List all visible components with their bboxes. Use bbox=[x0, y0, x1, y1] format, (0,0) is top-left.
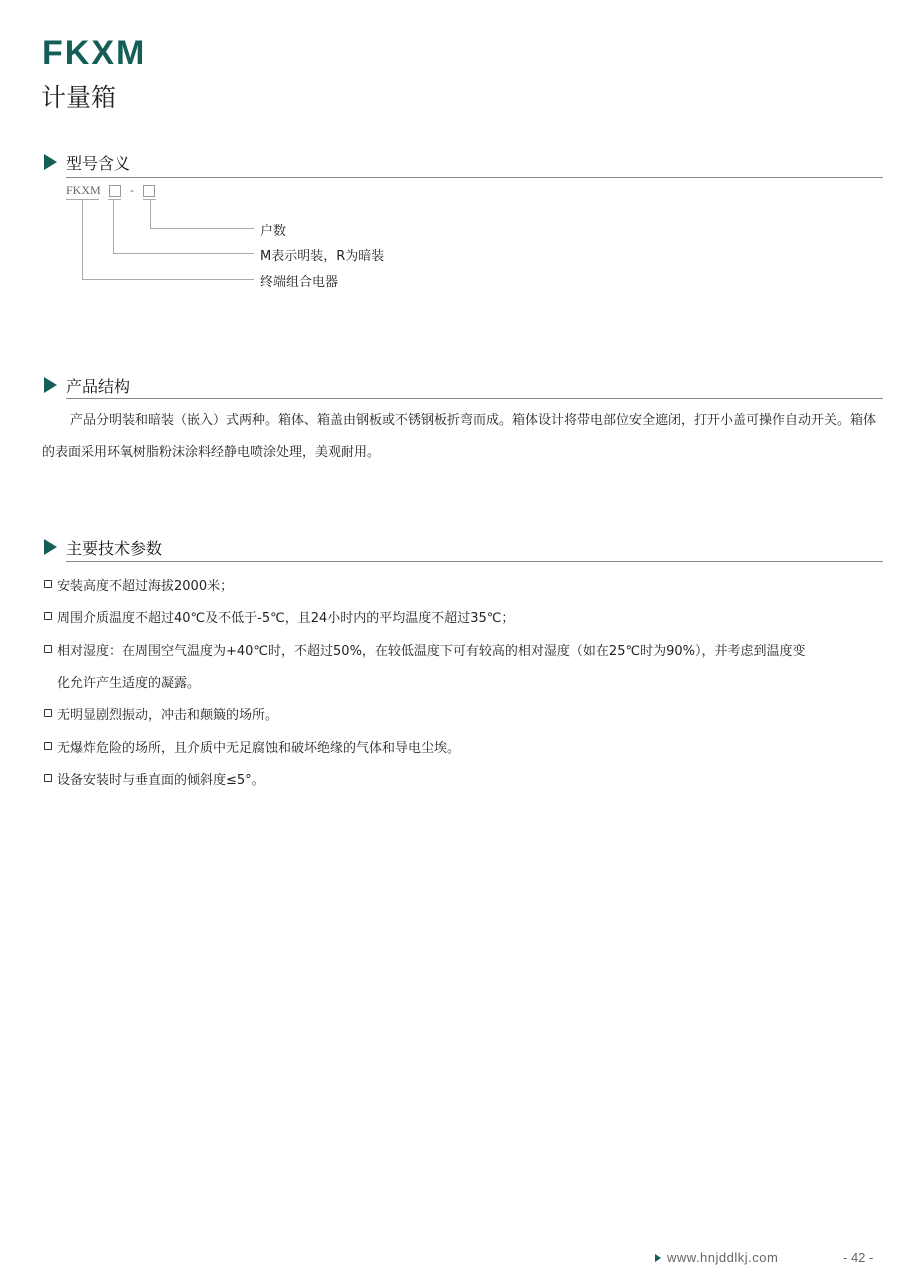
bullet-icon bbox=[44, 774, 52, 782]
param-item-continuation: 化允许产生适度的凝露。 bbox=[57, 676, 201, 691]
param-item bbox=[44, 704, 278, 723]
model-box-install bbox=[109, 185, 121, 197]
bullet-icon bbox=[44, 709, 52, 717]
section-title-model: 型号含义 bbox=[66, 154, 131, 173]
bullet-icon bbox=[44, 612, 52, 620]
leader-line bbox=[82, 279, 254, 280]
section-arrow-icon bbox=[44, 377, 57, 393]
param-item bbox=[44, 607, 514, 626]
param-item bbox=[44, 737, 460, 756]
param-text: 安装高度不超过海拔2000米； bbox=[57, 579, 234, 594]
param-text: 无明显剧烈振动，冲击和颠簸的场所。 bbox=[57, 708, 279, 723]
section-arrow-icon bbox=[44, 539, 57, 555]
param-item bbox=[44, 640, 805, 659]
footer-website: www.hnjddlkj.com bbox=[667, 1250, 779, 1265]
model-box-count bbox=[143, 185, 155, 197]
bullet-icon bbox=[44, 742, 52, 750]
label-households: 户数 bbox=[260, 224, 287, 239]
bullet-icon bbox=[44, 580, 52, 588]
section-arrow-icon bbox=[44, 154, 57, 170]
model-code: FKXM bbox=[66, 183, 101, 197]
product-name-title: 计量箱 bbox=[41, 83, 117, 112]
label-terminal: 终端组合电器 bbox=[260, 275, 339, 290]
param-text: 周围介质温度不超过40℃及不低于-5℃，且24小时内的平均温度不超过35℃； bbox=[57, 611, 515, 626]
footer-arrow-icon bbox=[655, 1254, 661, 1262]
param-text: 无爆炸危险的场所，且介质中无足腐蚀和破坏绝缘的气体和导电尘埃。 bbox=[57, 741, 461, 756]
param-item bbox=[44, 575, 233, 594]
structure-paragraph: 产品分明装和暗装（嵌入）式两种。箱体、箱盖由钢板或不锈钢板折弯而成。箱体设计将带电部位安全遮闭，打开小盖可操作自动开关。箱体的表面采用环氧树脂粉沫涂料经静电喷涂处理，美观耐用。 bbox=[42, 413, 877, 460]
section-divider bbox=[66, 398, 883, 399]
param-item bbox=[44, 769, 265, 788]
section-divider bbox=[66, 561, 883, 562]
section-divider bbox=[66, 177, 883, 178]
underline bbox=[108, 199, 121, 200]
bullet-icon bbox=[44, 645, 52, 653]
leader-line bbox=[150, 228, 254, 229]
page-number: - 42 - bbox=[843, 1250, 874, 1265]
leader-line bbox=[113, 253, 254, 254]
param-text: 相对湿度：在周围空气温度为+40℃时，不超过50%，在较低温度下可有较高的相对湿度（如在25℃时为90%），并考虑到温度变 bbox=[57, 644, 806, 659]
product-code-title: FKXM bbox=[42, 34, 147, 72]
label-install-type: M表示明装，R为暗装 bbox=[260, 249, 385, 264]
section-title-structure: 产品结构 bbox=[66, 377, 131, 396]
section-title-params: 主要技术参数 bbox=[66, 539, 163, 558]
leader-line bbox=[82, 199, 83, 279]
leader-line bbox=[113, 199, 114, 253]
param-text: 设备安装时与垂直面的倾斜度≤5°。 bbox=[57, 773, 265, 788]
leader-line bbox=[150, 199, 151, 228]
model-dash: - bbox=[130, 183, 134, 197]
